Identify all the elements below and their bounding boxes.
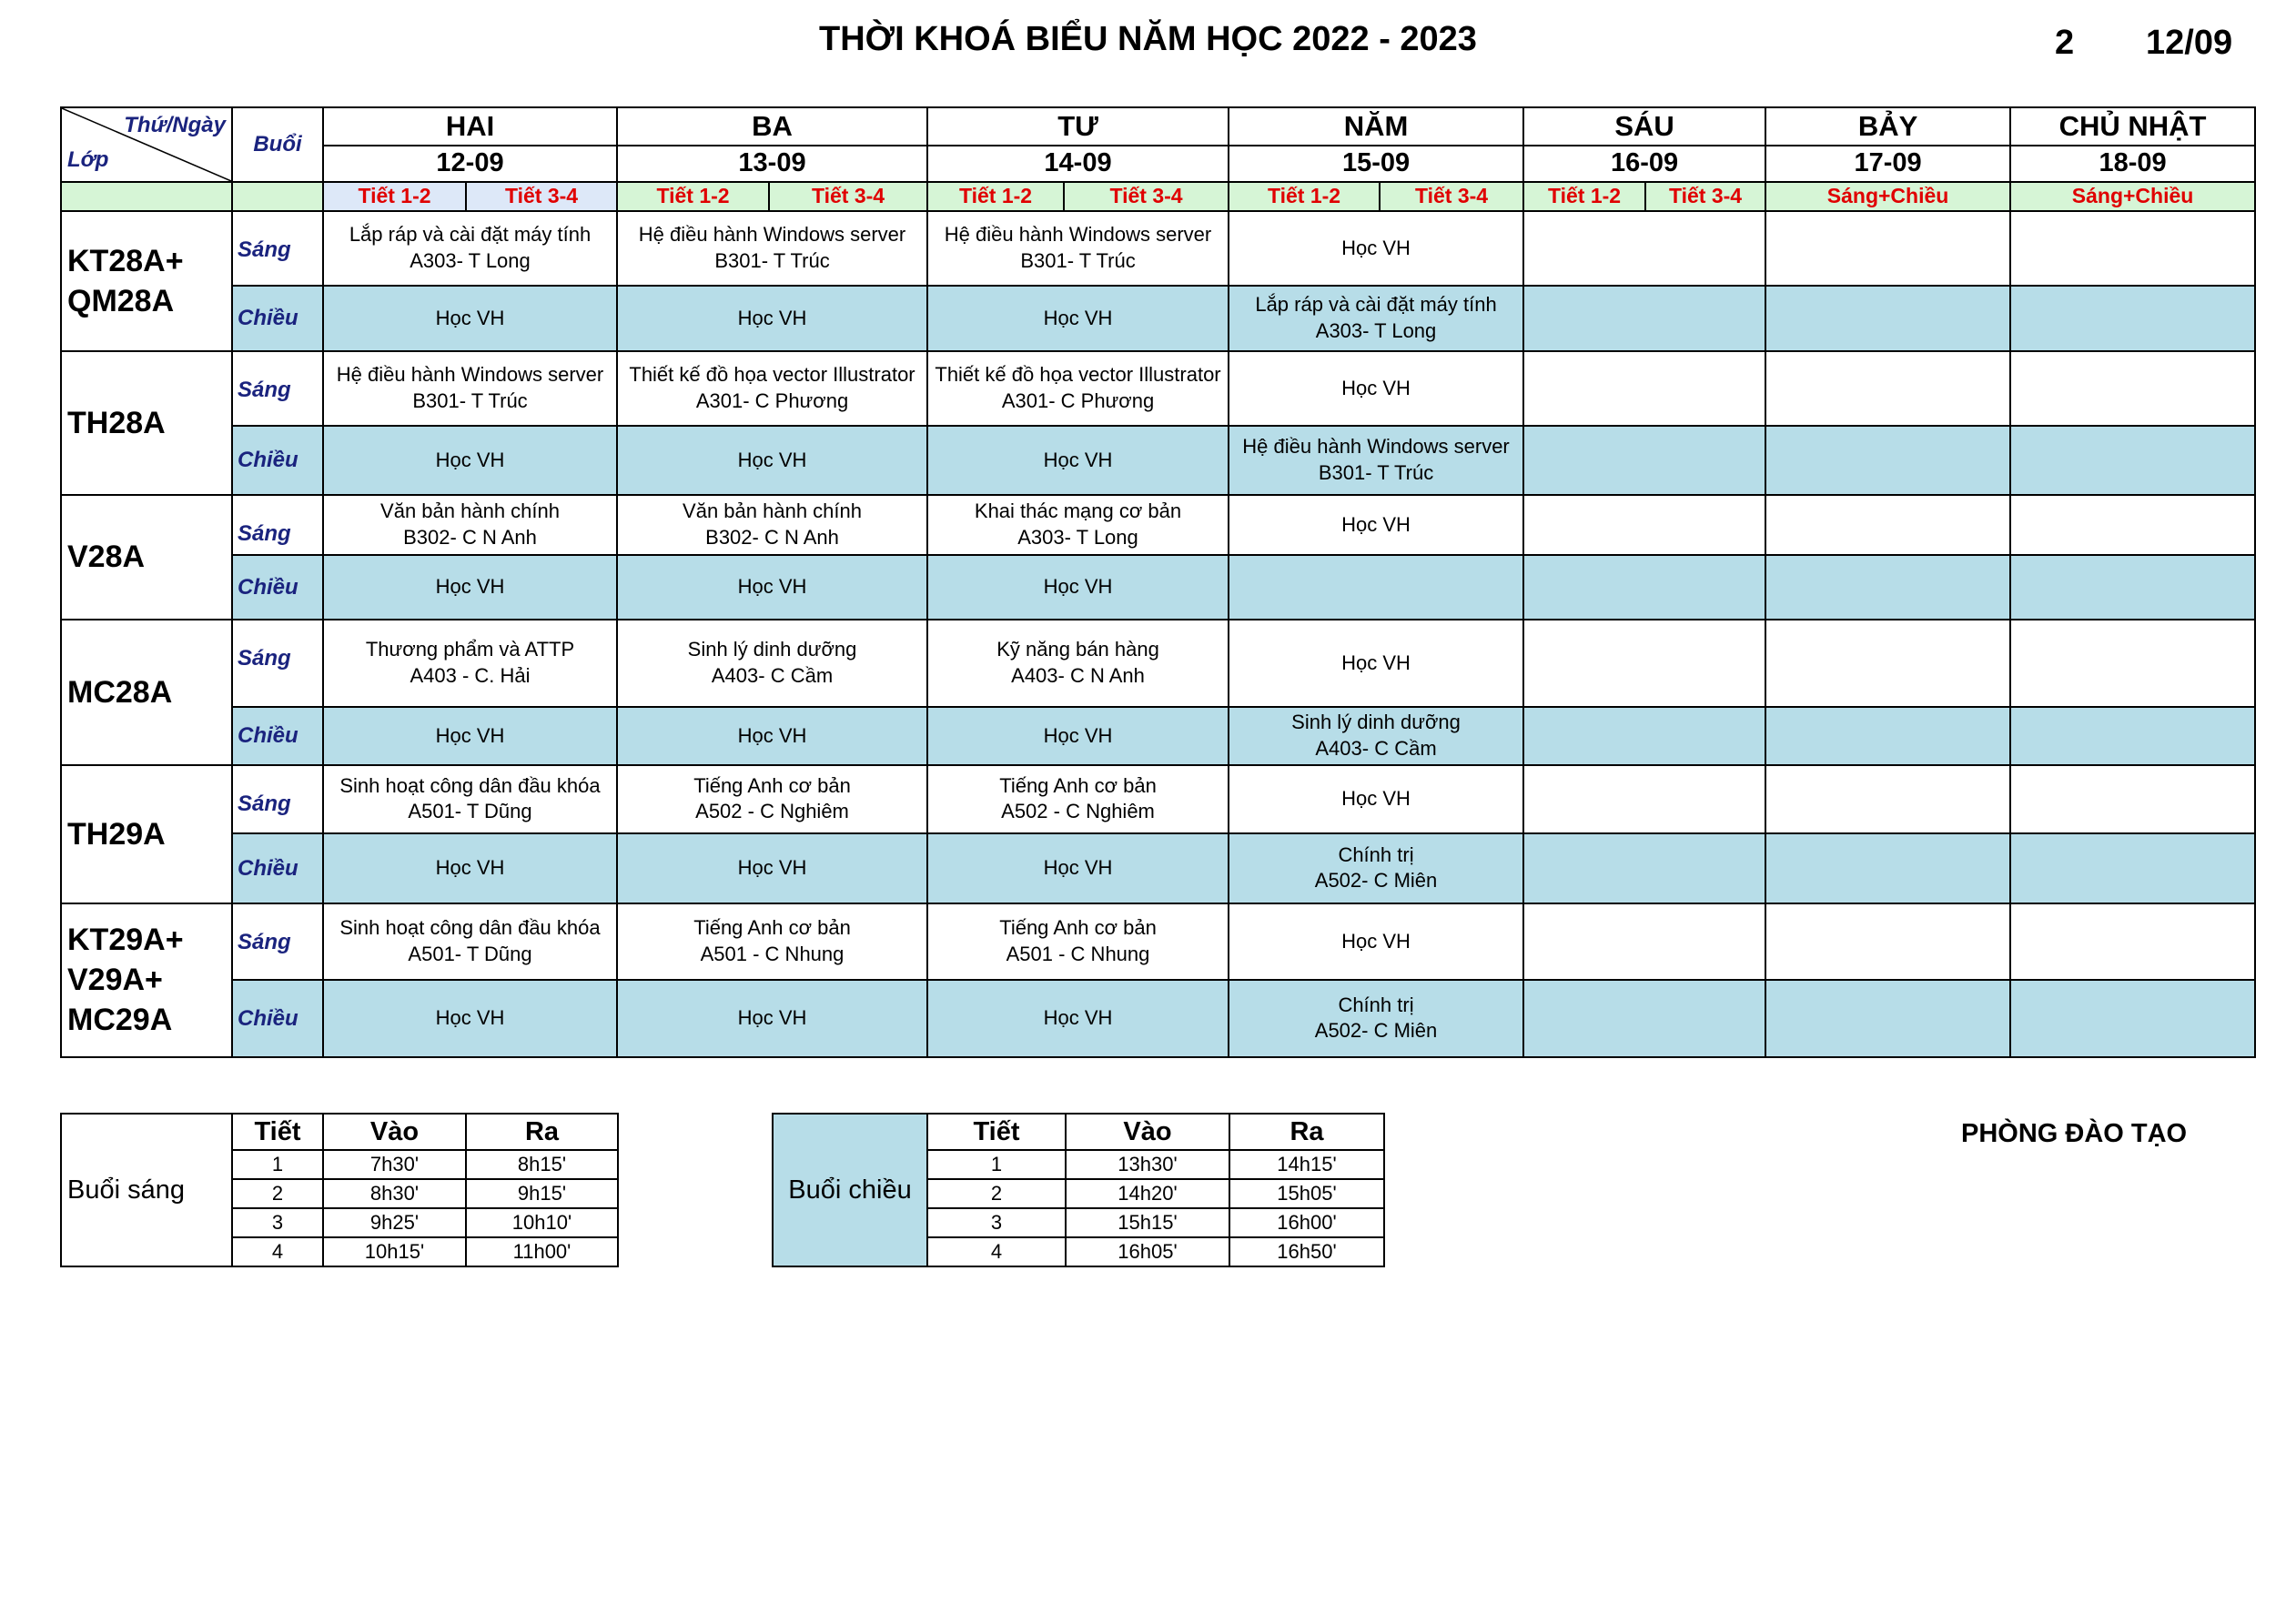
schedule-cell [1229,620,1523,707]
subject-name: Sinh lý dinh dưỡng [1291,711,1461,734]
schedule-cell [2010,707,2255,765]
header-session: Buổi [232,107,323,182]
schedule-cell [1523,620,1765,707]
schedule-cell [1765,833,2010,903]
date-ba: 13-09 [617,146,927,182]
schedule-cell [323,351,617,426]
schedule-cell [927,903,1229,980]
schedule-cell [1229,903,1523,980]
subject-name: Thiết kế đồ họa vector Illustrator [935,363,1221,387]
schedule-cell [1765,351,2010,426]
time-cell: 2 [232,1179,323,1208]
room-teacher: B301- T Trúc [1020,248,1136,272]
schedule-cell [617,620,927,707]
period-label: Tiết 3-4 [769,182,927,211]
schedule-cell [617,833,927,903]
schedule-cell [323,426,617,495]
time-cell: 1 [927,1150,1066,1179]
subject-name: Sinh hoạt công dân đầu khóa [339,773,601,797]
subject-name: Lắp ráp và cài đặt máy tính [349,223,592,247]
session-label: Sáng [232,620,323,707]
schedule-cell [1229,555,1523,620]
day-chu-nhat: CHỦ NHẬT [2010,107,2255,146]
schedule-cell [1523,765,1765,833]
schedule-cell [1523,211,1765,286]
subject-name: Văn bản hành chính [683,499,862,523]
day-nam: NĂM [1229,107,1523,146]
session-label: Chiều [232,980,323,1057]
schedule-cell [1523,426,1765,495]
schedule-cell [2010,351,2255,426]
schedule-cell [1229,707,1523,765]
class-name: V28A [61,495,232,620]
subject-name: Học VH [1341,512,1411,536]
subject-name: Hệ điều hành Windows server [1242,435,1510,459]
schedule-cell [2010,765,2255,833]
schedule-cell [1523,286,1765,351]
time-cell: 16h00' [1229,1208,1384,1237]
subject-name: Học VH [1043,306,1113,329]
time-cell: 1 [232,1150,323,1179]
time-cell: 13h30' [1066,1150,1229,1179]
day-sau: SÁU [1523,107,1765,146]
time-cell: 10h15' [323,1237,466,1266]
subject-name: Học VH [1341,236,1411,259]
subject-name: Hệ điều hành Windows server [336,363,604,387]
schedule-cell [2010,495,2255,555]
session-label: Sáng [232,211,323,286]
subject-name: Tiếng Anh cơ bản [693,916,851,940]
subject-name: Chính trị [1338,842,1414,866]
time-cell: 4 [927,1237,1066,1266]
subject-name: Hệ điều hành Windows server [944,223,1212,247]
subject-name: Tiếng Anh cơ bản [999,773,1157,797]
schedule-cell [323,211,617,286]
time-cell: 8h15' [466,1150,618,1179]
subject-name: Học VH [1043,856,1113,880]
time-cell: 3 [927,1208,1066,1237]
schedule-cell [1229,495,1523,555]
schedule-cell [1765,903,2010,980]
room-teacher: B301- T Trúc [714,248,830,272]
subject-name: Học VH [435,723,505,747]
subject-name: Văn bản hành chính [380,499,560,523]
room-teacher: A301- C Phương [1001,388,1155,412]
room-teacher: B302- C N Anh [403,525,537,549]
time-cell: 16h50' [1229,1237,1384,1266]
schedule-cell [617,903,927,980]
day-hai: HAI [323,107,617,146]
period-label: Tiết 1-2 [617,182,769,211]
schedule-cell [1765,620,2010,707]
room-teacher: A501- T Dũng [408,800,532,823]
morning-times-table [60,1113,619,1267]
room-teacher: A403- C Cầm [711,663,834,687]
room-teacher: B301- T Trúc [1318,460,1434,484]
session-label: Chiều [232,426,323,495]
schedule-cell [617,495,927,555]
room-teacher: B302- C N Anh [705,525,839,549]
schedule-cell [1229,211,1523,286]
subject-name: Tiếng Anh cơ bản [693,773,851,797]
schedule-cell [927,707,1229,765]
day-ba: BA [617,107,927,146]
schedule-cell [1229,426,1523,495]
class-name: TH29A [61,765,232,903]
schedule-cell [1765,211,2010,286]
schedule-cell [617,765,927,833]
schedule-cell [927,980,1229,1057]
subject-name: Học VH [737,306,807,329]
schedule-cell [927,833,1229,903]
schedule-cell [323,286,617,351]
schedule-cell [2010,555,2255,620]
subject-name: Học VH [435,575,505,599]
room-teacher: A501- T Dũng [408,942,532,965]
schedule-cell [617,426,927,495]
subject-name: Học VH [737,448,807,471]
subject-name: Học VH [1341,929,1411,953]
subject-name: Học VH [435,448,505,471]
room-teacher: A303- T Long [1315,318,1437,342]
schedule-cell [617,286,927,351]
corner-class-label: Lớp [67,146,109,172]
col-header: Tiết [927,1114,1066,1150]
date-sau: 16-09 [1523,146,1765,182]
time-cell: 4 [232,1237,323,1266]
schedule-cell [1765,426,2010,495]
period-label: Sáng+Chiều [1765,182,2010,211]
col-header: Vào [323,1114,466,1150]
room-teacher: A501 - C Nhung [1006,942,1150,965]
schedule-cell [2010,833,2255,903]
period-blank [61,182,232,211]
subject-name: Học VH [737,856,807,880]
schedule-cell [617,980,927,1057]
subject-name: Học VH [435,856,505,880]
time-cell: 14h15' [1229,1150,1384,1179]
subject-name: Thiết kế đồ họa vector Illustrator [629,363,915,387]
schedule-cell [1523,980,1765,1057]
period-label: Tiết 3-4 [466,182,617,211]
subject-name: Thương phẩm và ATTP [365,638,575,661]
class-name: KT28A+ QM28A [61,211,232,351]
page-title: THỜI KHOÁ BIỂU NĂM HỌC 2022 - 2023 [819,20,1477,58]
room-teacher: A303- T Long [1017,525,1138,549]
room-teacher: A502 - C Nghiêm [695,800,849,823]
subject-name: Học VH [737,575,807,599]
period-label: Tiết 1-2 [1229,182,1380,211]
time-cell: 7h30' [323,1150,466,1179]
schedule-cell [1523,833,1765,903]
room-teacher: A502 - C Nghiêm [1001,800,1155,823]
subject-name: Hệ điều hành Windows server [638,223,906,247]
day-tu: TƯ [927,107,1229,146]
morning-label: Buổi sáng [61,1114,232,1266]
schedule-cell [2010,980,2255,1057]
room-teacher: A403 - C. Hải [410,663,531,687]
col-header: Ra [1229,1114,1384,1150]
schedule-cell [323,707,617,765]
date-bay: 17-09 [1765,146,2010,182]
time-cell: 10h10' [466,1208,618,1237]
schedule-cell [927,426,1229,495]
period-blank [232,182,323,211]
subject-name: Học VH [1043,448,1113,471]
subject-name: Học VH [1341,651,1411,674]
subject-name: Chính trị [1338,993,1414,1016]
period-label: Tiết 1-2 [927,182,1064,211]
time-cell: 15h05' [1229,1179,1384,1208]
schedule-cell [927,286,1229,351]
subject-name: Kỹ năng bán hàng [996,638,1159,661]
schedule-cell [1229,980,1523,1057]
schedule-cell [617,351,927,426]
schedule-cell [927,351,1229,426]
timetable [60,106,2256,1058]
schedule-cell [1229,833,1523,903]
period-label: Tiết 3-4 [1380,182,1523,211]
session-label: Chiều [232,555,323,620]
schedule-cell [1523,555,1765,620]
time-cell: 14h20' [1066,1179,1229,1208]
schedule-cell [323,765,617,833]
schedule-cell [1765,495,2010,555]
session-label: Chiều [232,286,323,351]
schedule-cell [2010,286,2255,351]
schedule-cell [617,707,927,765]
day-bay: BẢY [1765,107,2010,146]
col-header: Ra [466,1114,618,1150]
subject-name: Học VH [1043,575,1113,599]
schedule-cell [1523,707,1765,765]
session-label: Chiều [232,707,323,765]
subject-name: Học VH [1043,723,1113,747]
date-tu: 14-09 [927,146,1229,182]
time-cell: 2 [927,1179,1066,1208]
schedule-cell [1765,286,2010,351]
subject-name: Học VH [737,1006,807,1030]
room-teacher: A501 - C Nhung [700,942,845,965]
schedule-cell [1765,707,2010,765]
time-cell: 8h30' [323,1179,466,1208]
subject-name: Sinh lý dinh dưỡng [687,638,857,661]
period-label: Tiết 1-2 [1523,182,1645,211]
schedule-cell [323,495,617,555]
schedule-cell [927,211,1229,286]
time-cell: 9h15' [466,1179,618,1208]
period-label: Tiết 3-4 [1064,182,1229,211]
time-cell: 15h15' [1066,1208,1229,1237]
date-hai: 12-09 [323,146,617,182]
week-date: 12/09 [2146,24,2233,62]
corner-day-label: Thứ/Ngày [124,113,226,137]
schedule-cell [1765,980,2010,1057]
room-teacher: A502- C Miên [1314,1019,1438,1043]
room-teacher: A403- C Cầm [1315,736,1437,760]
period-label: Tiết 1-2 [323,182,466,211]
schedule-cell [323,620,617,707]
subject-name: Sinh hoạt công dân đầu khóa [339,916,601,940]
schedule-cell [927,765,1229,833]
room-teacher: A502- C Miên [1314,869,1438,893]
schedule-cell [617,211,927,286]
date-nam: 15-09 [1229,146,1523,182]
schedule-cell [927,555,1229,620]
class-name: TH28A [61,351,232,495]
schedule-cell [2010,620,2255,707]
room-teacher: A403- C N Anh [1011,663,1145,687]
schedule-cell [323,903,617,980]
subject-name: Tiếng Anh cơ bản [999,916,1157,940]
afternoon-times-table [772,1113,1385,1267]
schedule-cell [323,980,617,1057]
training-office-signature: PHÒNG ĐÀO TẠO [1961,1119,2188,1148]
schedule-cell [2010,426,2255,495]
schedule-cell [617,555,927,620]
subject-name: Lắp ráp và cài đặt máy tính [1255,293,1497,317]
schedule-cell [1229,765,1523,833]
session-label: Sáng [232,903,323,980]
schedule-cell [1523,495,1765,555]
time-cell: 11h00' [466,1237,618,1266]
session-label: Sáng [232,765,323,833]
subject-name: Học VH [435,306,505,329]
col-header: Tiết [232,1114,323,1150]
class-name: MC28A [61,620,232,765]
subject-name: Khai thác mạng cơ bản [974,499,1182,523]
header-corner [61,107,232,182]
schedule-cell [2010,903,2255,980]
schedule-cell [323,555,617,620]
period-label: Sáng+Chiều [2010,182,2255,211]
subject-name: Học VH [435,1006,505,1030]
room-teacher: A301- C Phương [695,388,849,412]
schedule-cell [2010,211,2255,286]
subject-name: Học VH [1341,787,1411,811]
schedule-cell [1229,351,1523,426]
schedule-cell [1229,286,1523,351]
schedule-cell [927,620,1229,707]
period-label: Tiết 3-4 [1645,182,1765,211]
class-name: KT29A+ V29A+ MC29A [61,903,232,1057]
schedule-cell [1523,903,1765,980]
time-cell: 16h05' [1066,1237,1229,1266]
room-teacher: A303- T Long [410,248,531,272]
session-label: Sáng [232,495,323,555]
afternoon-label: Buổi chiều [773,1114,927,1266]
room-teacher: B301- T Trúc [412,388,528,412]
time-cell: 9h25' [323,1208,466,1237]
time-cell: 3 [232,1208,323,1237]
session-label: Sáng [232,351,323,426]
subject-name: Học VH [737,723,807,747]
subject-name: Học VH [1341,376,1411,399]
col-header: Vào [1066,1114,1229,1150]
session-label: Chiều [232,833,323,903]
schedule-cell [323,833,617,903]
schedule-cell [1523,351,1765,426]
week-number: 2 [2055,24,2075,62]
schedule-cell [927,495,1229,555]
subject-name: Học VH [1043,1006,1113,1030]
date-chu-nhat: 18-09 [2010,146,2255,182]
schedule-cell [1765,765,2010,833]
schedule-cell [1765,555,2010,620]
